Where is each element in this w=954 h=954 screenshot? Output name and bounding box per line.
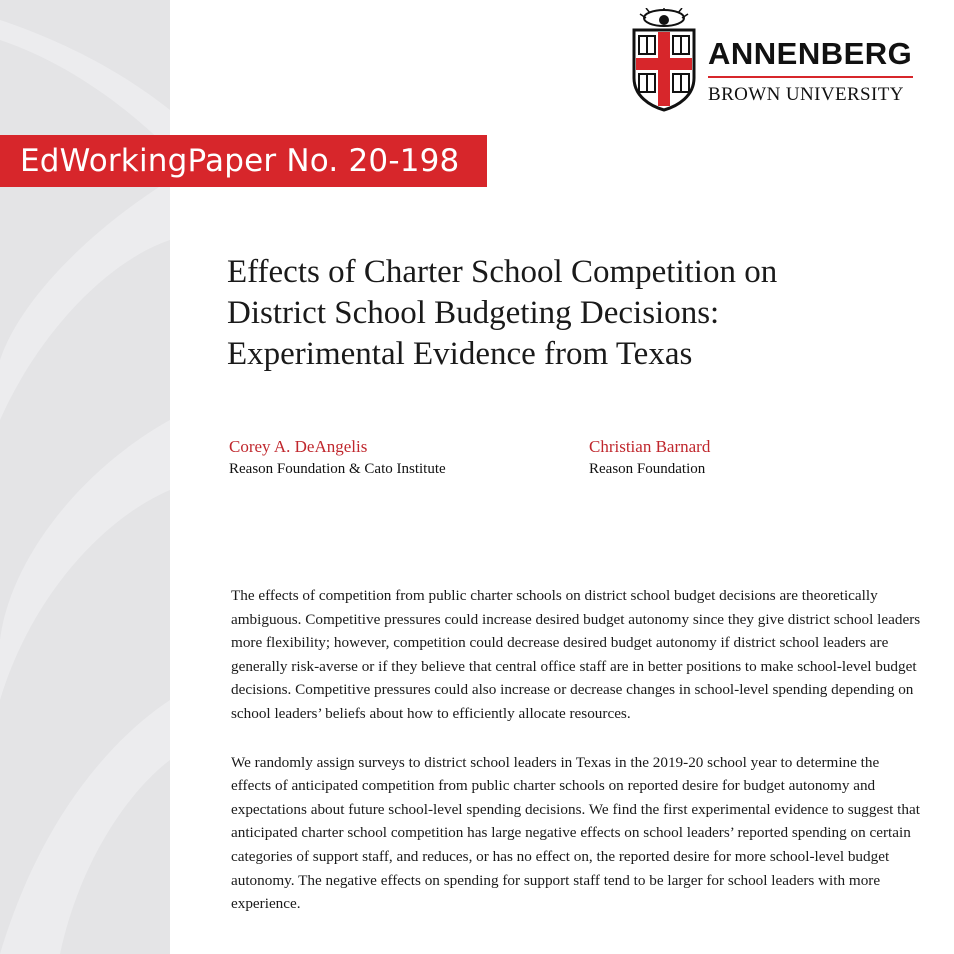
abstract-paragraph: The effects of competition from public charter schools on district school budget decisions are theoretically ambiguous. Competitive pressures could increase desired budget autonomy since they give district school leaders more flexibility; however, competition could decrease desired budget autonomy if district school leaders are generally risk-averse or if they believe that central office staff are in better positions to make school-level budget decisions. Competitive pressures could also increase or decrease changes in school-level spending depending on school leaders’ beliefs about how to efficiently allocate resources. bbox=[231, 587, 921, 722]
title-line: Effects of Charter School Competition on bbox=[227, 254, 778, 290]
author-affiliation: Reason Foundation & Cato Institute bbox=[229, 461, 446, 477]
abstract-paragraph: We randomly assign surveys to district school leaders in Texas in the 2019-20 school year to determine the effects of anticipated competition from public charter schools on reported desire for budget autonomy and expectations about future school-level spending decisions. We find the first experimental evidence to suggest that anticipated charter school competition has large negative effects on school leaders’ reported spending on certain categories of support staff, and reduces, or has no effect on, the reported desire for more school-level budget autonomy. The negative effects on spending for support staff tend to be larger for school leaders with more experience. bbox=[231, 753, 920, 913]
logo-brand-name: ANNENBERG bbox=[708, 36, 913, 71]
logo-brand-subtitle: BROWN UNIVERSITY bbox=[708, 84, 904, 105]
author-name: Christian Barnard bbox=[589, 437, 711, 456]
title-line: District School Budgeting Decisions: bbox=[227, 295, 720, 331]
paper-title bbox=[227, 252, 927, 375]
author-affiliation: Reason Foundation bbox=[589, 461, 706, 477]
author-block bbox=[229, 436, 446, 480]
abstract bbox=[231, 584, 921, 941]
brown-university-shield-icon bbox=[630, 8, 698, 112]
annenberg-logo bbox=[630, 8, 920, 112]
author-block bbox=[589, 436, 710, 480]
working-paper-label: EdWorkingPaper No. 20-198 bbox=[0, 135, 487, 187]
title-line: Experimental Evidence from Texas bbox=[227, 336, 693, 372]
logo-rule bbox=[708, 76, 913, 78]
author-name: Corey A. DeAngelis bbox=[229, 437, 368, 456]
